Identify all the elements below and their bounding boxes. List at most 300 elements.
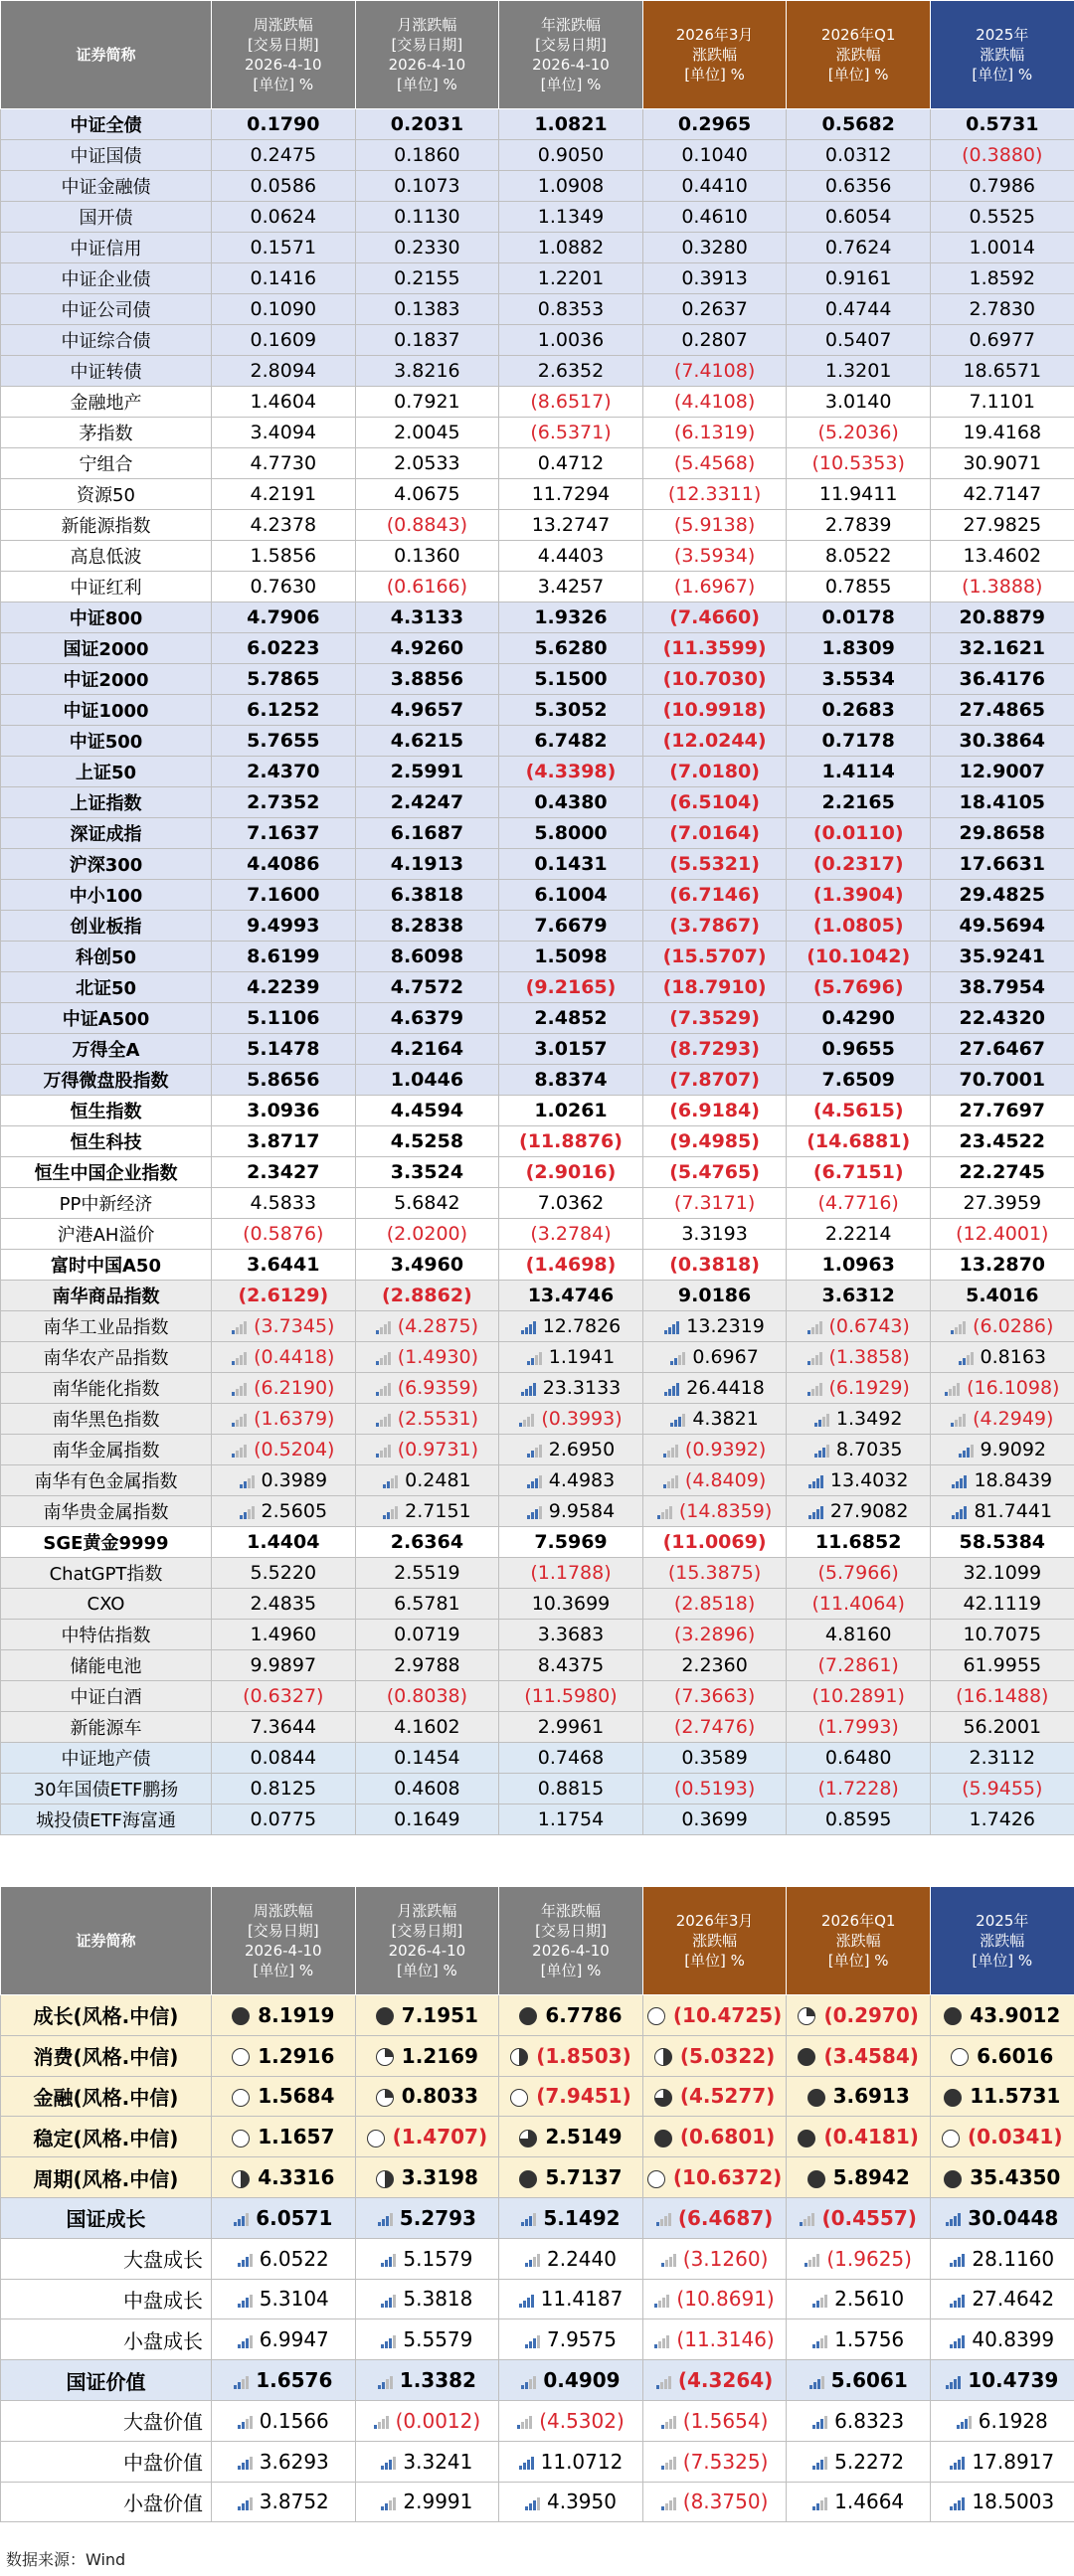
value-cell xyxy=(212,1496,356,1527)
signal-bars-icon xyxy=(807,1351,823,1365)
value-cell xyxy=(930,171,1074,202)
value-text: (14.8359) xyxy=(678,1500,773,1522)
signal-bars-icon xyxy=(238,2456,254,2470)
value-cell xyxy=(787,1804,931,1835)
value-text: (6.7146) xyxy=(669,884,760,906)
value-cell xyxy=(499,2076,643,2117)
value-text: 61.9955 xyxy=(963,1654,1042,1676)
table-row xyxy=(1,1311,1074,1342)
value-text: 1.1941 xyxy=(548,1346,616,1368)
value-text: 13.2747 xyxy=(531,514,611,536)
value-cell xyxy=(787,1003,931,1034)
value-cell xyxy=(355,695,499,726)
value-cell xyxy=(212,1465,356,1496)
value-text: 1.2201 xyxy=(537,267,605,289)
table-row xyxy=(1,1527,1074,1558)
value-text: (5.4568) xyxy=(673,452,756,474)
value-cell xyxy=(499,263,643,294)
signal-bars-icon xyxy=(381,2456,397,2470)
value-cell xyxy=(355,849,499,880)
value-cell xyxy=(212,1650,356,1681)
value-text: 2.4852 xyxy=(534,1007,608,1029)
value-text: (7.4660) xyxy=(669,606,760,628)
signal-bars-icon xyxy=(950,2294,966,2308)
value-cell xyxy=(787,448,931,479)
value-cell xyxy=(499,109,643,140)
value-cell xyxy=(642,2238,787,2279)
value-text: 4.7730 xyxy=(250,452,317,474)
header-col-1: 周涨跌幅 [交易日期] 2026-4-10 [单位] % xyxy=(212,1,356,109)
value-text: 5.8000 xyxy=(534,822,608,844)
value-cell xyxy=(355,2482,499,2522)
value-text: 0.4380 xyxy=(534,791,608,813)
security-name: 国证成长 xyxy=(1,2197,212,2238)
value-cell xyxy=(355,572,499,602)
value-cell xyxy=(355,1003,499,1034)
signal-bars-icon xyxy=(654,2294,670,2308)
value-text: 5.1106 xyxy=(247,1007,320,1029)
value-cell xyxy=(930,294,1074,325)
value-text: 0.1649 xyxy=(394,1808,460,1830)
harvey-ball-icon xyxy=(232,2130,250,2147)
security-name: 新能源指数 xyxy=(1,510,212,541)
value-text: 0.3699 xyxy=(681,1808,748,1830)
value-cell xyxy=(212,202,356,233)
value-text: 12.7826 xyxy=(542,1315,622,1337)
value-cell xyxy=(930,757,1074,787)
value-cell xyxy=(930,942,1074,972)
value-cell xyxy=(499,726,643,757)
value-cell xyxy=(787,233,931,263)
value-cell xyxy=(787,572,931,602)
value-text: (3.7867) xyxy=(669,915,760,937)
value-text: 4.9657 xyxy=(390,699,464,721)
value-cell xyxy=(499,1527,643,1558)
value-text: (6.9359) xyxy=(397,1377,479,1399)
value-text: (0.6327) xyxy=(243,1685,324,1707)
table-row xyxy=(1,325,1074,356)
value-cell xyxy=(930,1804,1074,1835)
value-text: 3.3193 xyxy=(681,1223,748,1245)
value-text: (0.5876) xyxy=(243,1223,324,1245)
value-cell xyxy=(499,387,643,418)
value-cell xyxy=(212,541,356,572)
value-cell xyxy=(642,1404,787,1435)
table-row xyxy=(1,387,1074,418)
table-row xyxy=(1,1281,1074,1311)
value-text: 3.4960 xyxy=(390,1254,464,1276)
value-text: 0.9655 xyxy=(821,1038,895,1060)
signal-bars-icon xyxy=(232,1413,248,1427)
value-text: 6.3818 xyxy=(390,884,464,906)
value-cell xyxy=(499,140,643,171)
value-text: 6.7786 xyxy=(545,2002,623,2027)
value-text: 1.0014 xyxy=(969,237,1035,258)
value-cell xyxy=(787,2360,931,2401)
value-text: 2.9991 xyxy=(403,2490,473,2514)
value-cell xyxy=(642,356,787,387)
value-cell xyxy=(355,818,499,849)
value-text: 0.5682 xyxy=(821,113,895,135)
value-cell xyxy=(499,1558,643,1589)
value-cell xyxy=(930,387,1074,418)
value-cell xyxy=(212,294,356,325)
harvey-ball-icon xyxy=(654,2089,672,2107)
value-cell xyxy=(499,2117,643,2157)
value-text: (0.5193) xyxy=(673,1778,756,1800)
value-text: 0.8595 xyxy=(824,1808,892,1830)
value-text: (11.0069) xyxy=(662,1531,767,1553)
security-name: 中证A500 xyxy=(1,1003,212,1034)
security-name: 小盘价值 xyxy=(1,2482,212,2522)
value-cell xyxy=(930,233,1074,263)
value-text: 0.7986 xyxy=(969,175,1035,197)
value-cell xyxy=(642,1250,787,1281)
signal-bars-icon xyxy=(525,2334,541,2348)
value-cell xyxy=(355,2035,499,2076)
value-text: (7.9451) xyxy=(536,2084,631,2109)
signal-bars-icon xyxy=(519,1413,535,1427)
value-cell xyxy=(930,2157,1074,2198)
value-cell xyxy=(787,1126,931,1157)
value-cell xyxy=(787,1373,931,1404)
signal-bars-icon xyxy=(238,2253,254,2267)
value-cell xyxy=(930,726,1074,757)
value-cell xyxy=(642,2360,787,2401)
value-cell xyxy=(499,1342,643,1373)
value-text: 2.9788 xyxy=(394,1654,460,1676)
value-cell xyxy=(212,140,356,171)
value-cell xyxy=(355,1496,499,1527)
security-name: 中证转债 xyxy=(1,356,212,387)
value-text: 0.7855 xyxy=(824,576,892,598)
value-text: 1.1754 xyxy=(537,1808,605,1830)
value-text: 0.6480 xyxy=(824,1747,892,1769)
signal-bars-icon xyxy=(234,2375,250,2389)
value-cell xyxy=(787,294,931,325)
value-cell xyxy=(499,2441,643,2482)
harvey-ball-icon xyxy=(951,2048,969,2066)
value-text: 0.4744 xyxy=(824,298,892,320)
value-cell xyxy=(212,572,356,602)
value-text: (1.7228) xyxy=(817,1778,899,1800)
security-name: 南华金属指数 xyxy=(1,1435,212,1465)
value-text: 0.0586 xyxy=(250,175,317,197)
value-text: 7.1600 xyxy=(247,884,320,906)
value-cell xyxy=(212,911,356,942)
value-cell xyxy=(930,2238,1074,2279)
value-cell xyxy=(642,633,787,664)
value-text: (11.5980) xyxy=(524,1685,618,1707)
table-row xyxy=(1,2400,1074,2441)
table-row xyxy=(1,2482,1074,2522)
value-cell xyxy=(930,602,1074,633)
value-text: 2.4247 xyxy=(390,791,464,813)
value-cell xyxy=(499,479,643,510)
table-row xyxy=(1,1096,1074,1126)
value-cell xyxy=(212,1311,356,1342)
value-cell xyxy=(787,1496,931,1527)
value-text: 0.2330 xyxy=(394,237,460,258)
value-cell xyxy=(212,2279,356,2319)
value-cell xyxy=(787,1096,931,1126)
value-text: (1.3858) xyxy=(828,1346,910,1368)
value-cell xyxy=(787,387,931,418)
value-text: (14.6881) xyxy=(806,1130,911,1152)
value-text: 13.4746 xyxy=(527,1285,615,1306)
value-cell xyxy=(212,1281,356,1311)
value-cell xyxy=(642,1311,787,1342)
value-cell xyxy=(930,818,1074,849)
value-cell xyxy=(642,787,787,818)
harvey-ball-icon xyxy=(376,2048,394,2066)
table-row xyxy=(1,1589,1074,1620)
value-text: 3.3198 xyxy=(401,2165,478,2190)
value-text: 0.2031 xyxy=(390,113,464,135)
value-text: 7.3644 xyxy=(250,1716,317,1738)
value-text: 1.0821 xyxy=(534,113,608,135)
value-text: 1.0036 xyxy=(537,329,605,351)
signal-bars-icon xyxy=(952,1474,968,1488)
header-col-5: 2026年Q1 涨跌幅 [单位] % xyxy=(787,1,931,109)
value-text: 8.6199 xyxy=(247,945,320,967)
signal-bars-icon xyxy=(654,2334,670,2348)
security-name: 中证企业债 xyxy=(1,263,212,294)
value-text: 13.4602 xyxy=(963,545,1042,567)
value-cell xyxy=(930,2400,1074,2441)
value-text: 18.6571 xyxy=(963,360,1042,382)
security-name: 中证公司债 xyxy=(1,294,212,325)
value-text: 4.4594 xyxy=(390,1100,464,1121)
value-cell xyxy=(499,2482,643,2522)
value-cell xyxy=(930,572,1074,602)
value-text: 5.5220 xyxy=(250,1562,317,1584)
value-text: 0.5731 xyxy=(966,113,1039,135)
value-cell xyxy=(642,233,787,263)
security-name: 上证50 xyxy=(1,757,212,787)
harvey-ball-icon xyxy=(232,2007,250,2025)
value-text: 9.9092 xyxy=(980,1439,1046,1460)
value-cell xyxy=(499,510,643,541)
value-text: 8.2838 xyxy=(390,915,464,937)
value-cell xyxy=(787,2076,931,2117)
security-name: 国证价值 xyxy=(1,2360,212,2401)
security-name: 新能源车 xyxy=(1,1712,212,1743)
security-name: 上证指数 xyxy=(1,787,212,818)
value-cell xyxy=(499,911,643,942)
table-row xyxy=(1,849,1074,880)
value-cell xyxy=(355,1404,499,1435)
value-text: 28.1160 xyxy=(972,2246,1055,2271)
value-cell xyxy=(355,1065,499,1096)
signal-bars-icon xyxy=(381,2334,397,2348)
value-text: (7.3663) xyxy=(673,1685,756,1707)
value-cell xyxy=(930,1650,1074,1681)
value-text: (11.4064) xyxy=(811,1593,905,1615)
signal-bars-icon xyxy=(946,2212,962,2226)
value-text: 1.0963 xyxy=(821,1254,895,1276)
value-text: 0.7624 xyxy=(824,237,892,258)
value-cell xyxy=(212,1435,356,1465)
value-text: (6.1929) xyxy=(828,1377,910,1399)
signal-bars-icon xyxy=(809,2375,825,2389)
value-cell xyxy=(212,1589,356,1620)
value-cell xyxy=(499,2157,643,2198)
value-text: 3.5534 xyxy=(821,668,895,690)
table-row xyxy=(1,880,1074,911)
value-cell xyxy=(499,2400,643,2441)
security-name: 小盘成长 xyxy=(1,2319,212,2360)
value-text: 2.3112 xyxy=(969,1747,1035,1769)
value-cell xyxy=(930,695,1074,726)
value-text: 18.8439 xyxy=(974,1469,1053,1491)
value-cell xyxy=(787,2035,931,2076)
value-text: 3.8752 xyxy=(259,2490,329,2514)
value-cell xyxy=(930,541,1074,572)
value-cell xyxy=(787,541,931,572)
value-cell xyxy=(642,294,787,325)
table-row xyxy=(1,2076,1074,2117)
value-text: (1.4707) xyxy=(392,2125,488,2149)
signal-bars-icon xyxy=(240,1505,256,1519)
value-cell xyxy=(355,1034,499,1065)
value-text: 0.3280 xyxy=(681,237,748,258)
value-text: 2.5991 xyxy=(390,761,464,782)
value-text: 32.1621 xyxy=(959,637,1046,659)
value-cell xyxy=(642,1188,787,1219)
value-cell xyxy=(642,1219,787,1250)
value-text: 1.0908 xyxy=(537,175,605,197)
value-text: 6.9947 xyxy=(259,2327,329,2352)
value-cell xyxy=(787,849,931,880)
security-name: 中证金融债 xyxy=(1,171,212,202)
value-text: (1.1788) xyxy=(530,1562,612,1584)
security-name: 中证白酒 xyxy=(1,1681,212,1712)
value-cell xyxy=(212,448,356,479)
value-cell xyxy=(930,1620,1074,1650)
value-text: 4.8160 xyxy=(824,1624,892,1645)
value-cell xyxy=(499,1774,643,1804)
value-text: 3.6293 xyxy=(259,2449,329,2474)
value-cell xyxy=(212,2400,356,2441)
value-cell xyxy=(499,1219,643,1250)
signal-bars-icon xyxy=(959,1444,975,1458)
security-name: 周期(风格.中信) xyxy=(1,2157,212,2198)
signal-bars-icon xyxy=(664,1382,680,1396)
signal-bars-icon xyxy=(238,2294,254,2308)
value-text: 56.2001 xyxy=(963,1716,1042,1738)
value-text: (2.7476) xyxy=(673,1716,756,1738)
value-cell xyxy=(212,1003,356,1034)
value-cell xyxy=(642,479,787,510)
value-cell xyxy=(355,2117,499,2157)
value-cell xyxy=(930,448,1074,479)
value-cell xyxy=(212,387,356,418)
value-text: 1.4114 xyxy=(821,761,895,782)
value-text: 0.5525 xyxy=(969,206,1035,228)
value-cell xyxy=(355,2238,499,2279)
value-cell xyxy=(787,1219,931,1250)
harvey-ball-icon xyxy=(944,2089,962,2107)
value-cell xyxy=(499,1743,643,1774)
value-text: 29.8658 xyxy=(959,822,1046,844)
value-cell xyxy=(642,2117,787,2157)
value-text: (7.0164) xyxy=(669,822,760,844)
value-cell xyxy=(499,356,643,387)
table-row xyxy=(1,911,1074,942)
value-text: 2.3427 xyxy=(247,1161,320,1183)
value-cell xyxy=(499,942,643,972)
signal-bars-icon xyxy=(521,2375,537,2389)
table-row xyxy=(1,418,1074,448)
value-cell xyxy=(212,1065,356,1096)
value-text: 0.4410 xyxy=(681,175,748,197)
value-cell xyxy=(787,1342,931,1373)
value-text: 4.4086 xyxy=(247,853,320,875)
table-row xyxy=(1,1650,1074,1681)
value-text: 4.1913 xyxy=(390,853,464,875)
value-cell xyxy=(787,1250,931,1281)
signal-bars-icon xyxy=(814,1413,830,1427)
value-text: 17.8917 xyxy=(972,2449,1055,2474)
value-cell xyxy=(355,1188,499,1219)
value-text: (2.8862) xyxy=(382,1285,472,1306)
value-text: 5.2272 xyxy=(834,2449,905,2474)
value-cell xyxy=(642,1620,787,1650)
value-text: 10.7075 xyxy=(963,1624,1042,1645)
security-name: CXO xyxy=(1,1589,212,1620)
harvey-ball-icon xyxy=(232,2089,250,2107)
value-cell xyxy=(787,2482,931,2522)
value-text: 7.6509 xyxy=(821,1069,895,1091)
header-col-6: 2025年 涨跌幅 [单位] % xyxy=(930,1887,1074,1995)
table-row xyxy=(1,2157,1074,2198)
value-text: 5.1500 xyxy=(534,668,608,690)
signal-bars-icon xyxy=(232,1320,248,1334)
value-text: 0.6967 xyxy=(692,1346,759,1368)
value-cell xyxy=(499,1373,643,1404)
value-text: 2.2165 xyxy=(821,791,895,813)
value-text: 27.3959 xyxy=(963,1192,1042,1214)
signal-bars-icon xyxy=(527,1505,543,1519)
value-cell xyxy=(642,202,787,233)
value-text: (0.4418) xyxy=(254,1346,335,1368)
table-row xyxy=(1,294,1074,325)
value-cell xyxy=(355,418,499,448)
value-cell xyxy=(355,1126,499,1157)
value-cell xyxy=(642,664,787,695)
value-cell xyxy=(499,541,643,572)
value-cell xyxy=(355,140,499,171)
value-text: 2.7830 xyxy=(969,298,1035,320)
security-name: 中证国债 xyxy=(1,140,212,171)
value-cell xyxy=(642,2076,787,2117)
value-cell xyxy=(787,818,931,849)
value-cell xyxy=(355,233,499,263)
value-text: 11.5731 xyxy=(970,2084,1061,2109)
value-text: 3.3241 xyxy=(403,2449,473,2474)
value-cell xyxy=(787,880,931,911)
value-text: 1.4604 xyxy=(250,391,317,413)
value-text: 30.0448 xyxy=(968,2205,1059,2230)
value-text: 13.2319 xyxy=(686,1315,765,1337)
security-name: 创业板指 xyxy=(1,911,212,942)
value-cell xyxy=(787,2117,931,2157)
value-text: (8.6517) xyxy=(530,391,612,413)
signal-bars-icon xyxy=(663,1444,679,1458)
value-cell xyxy=(499,787,643,818)
value-text: 43.9012 xyxy=(970,2002,1061,2027)
